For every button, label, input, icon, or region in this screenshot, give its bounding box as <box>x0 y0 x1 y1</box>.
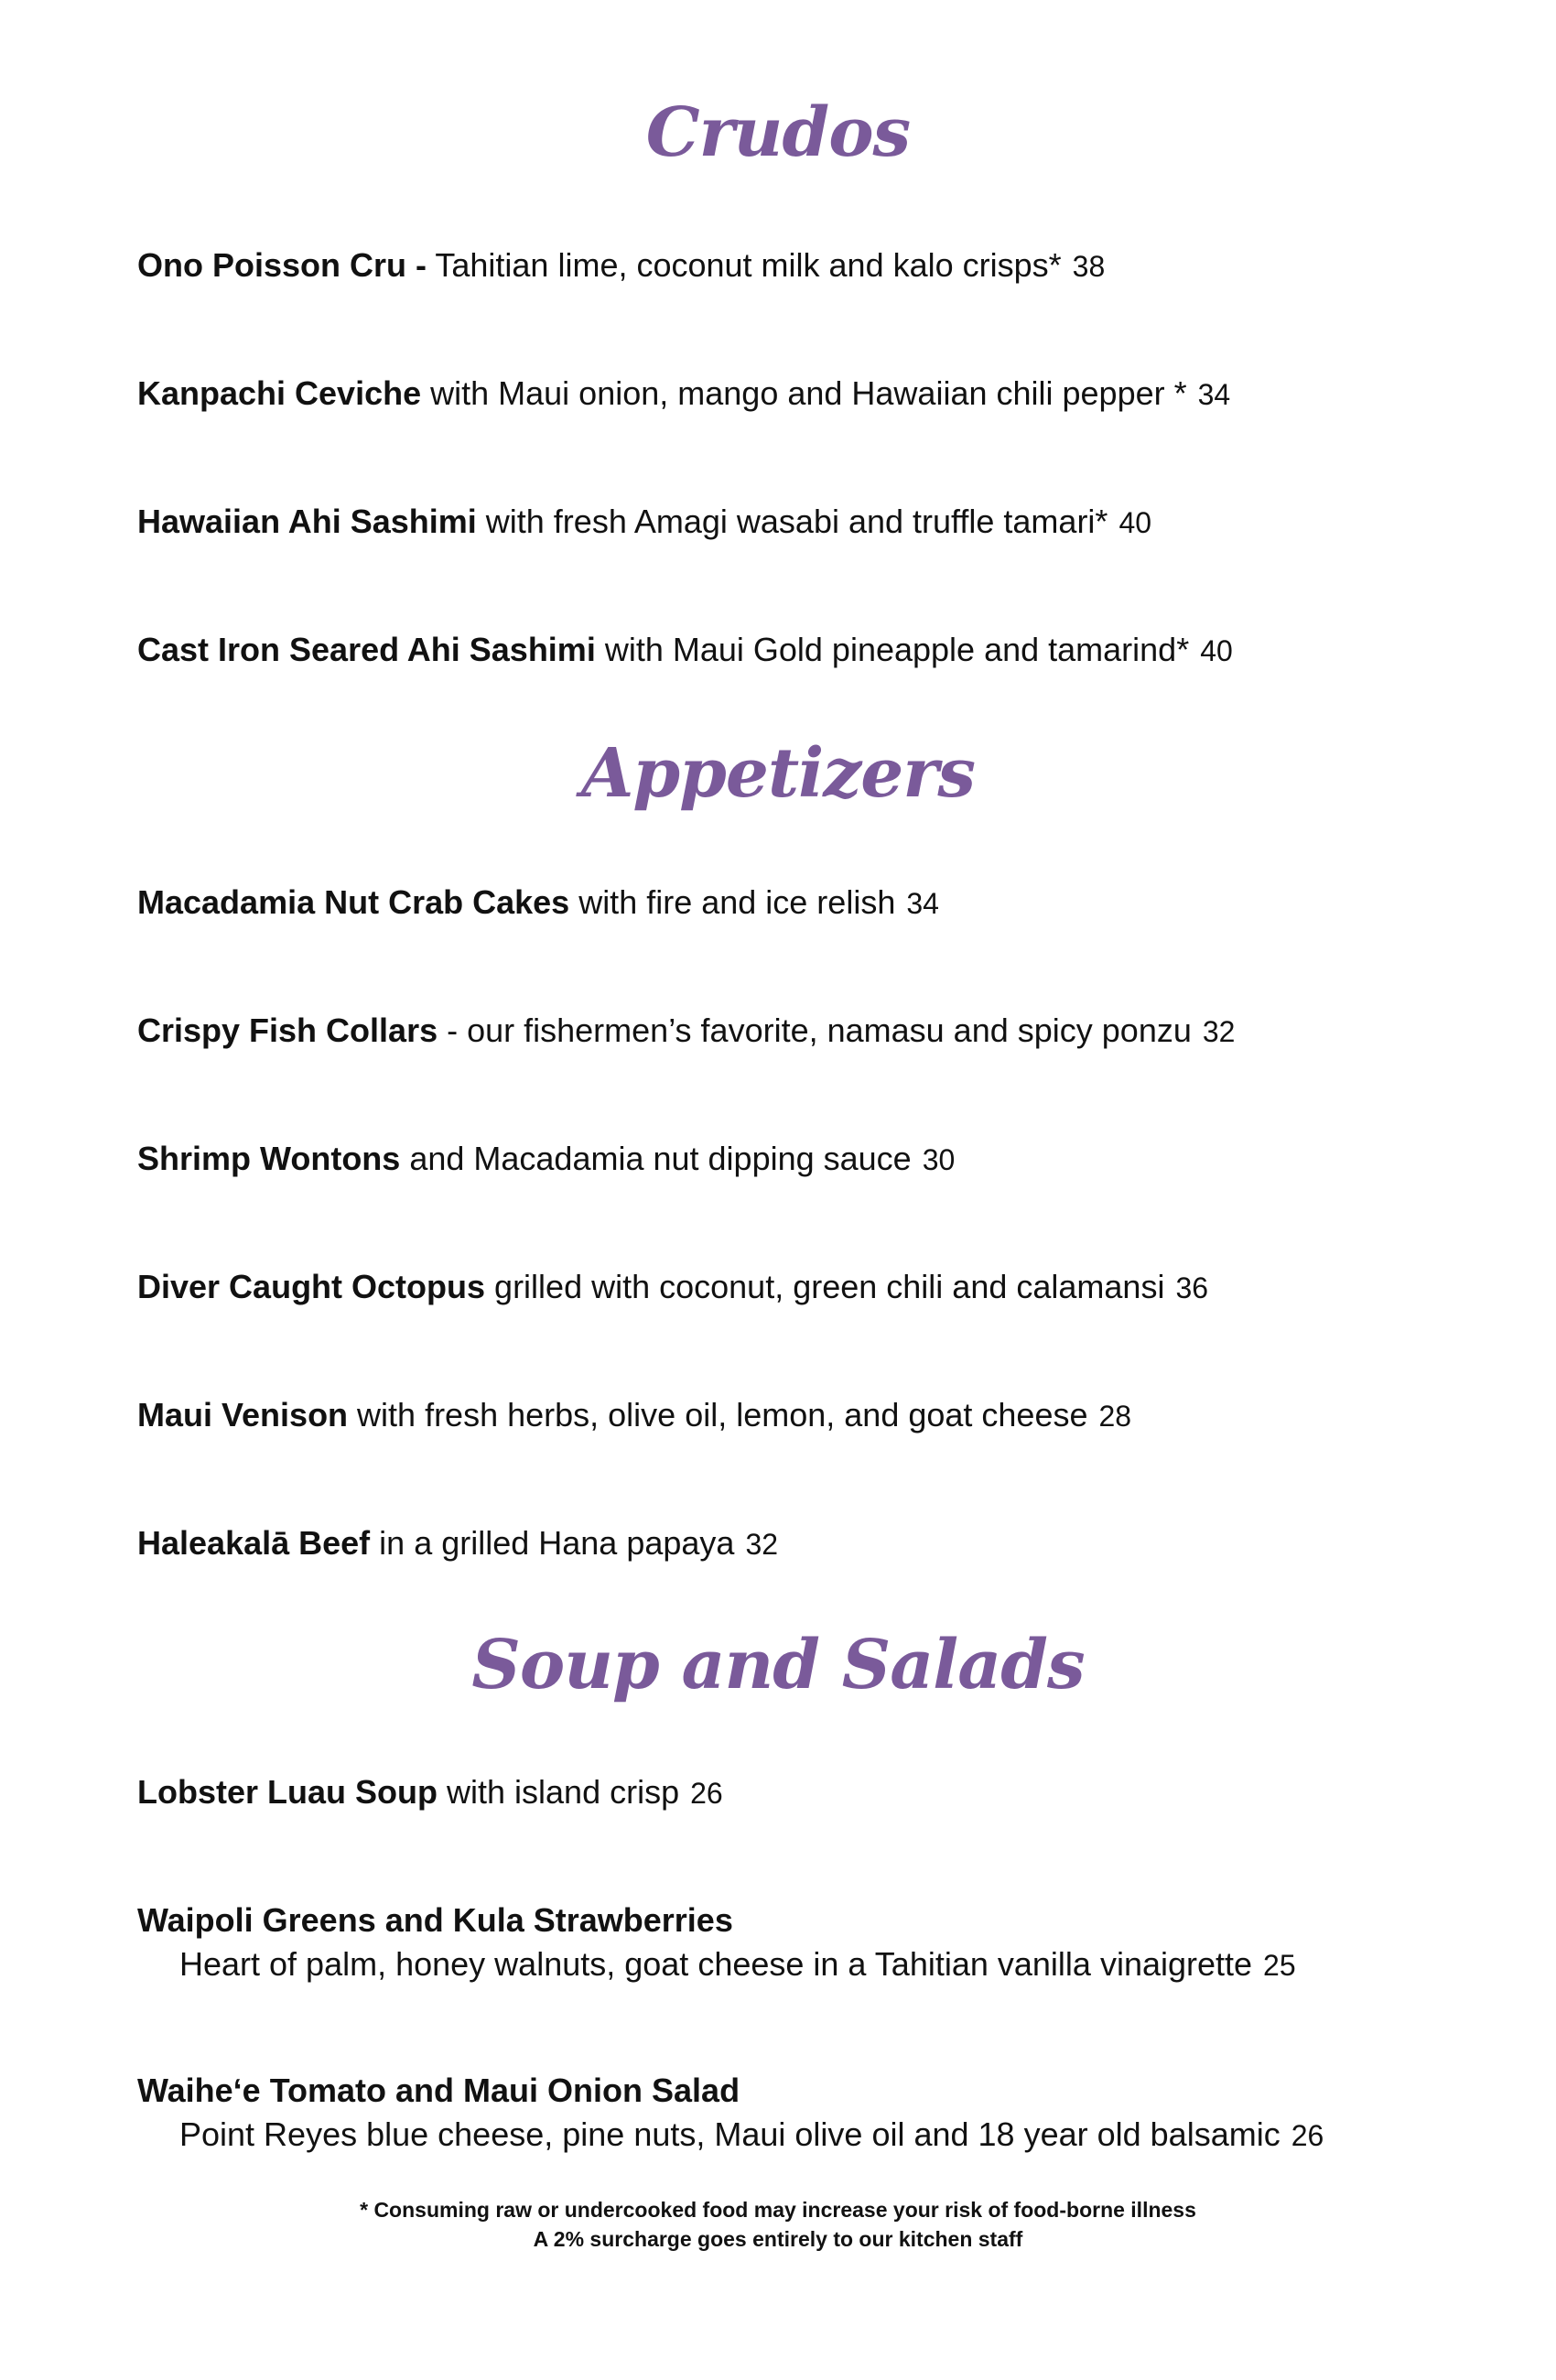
menu-item <box>137 1265 1455 1310</box>
section-title-appetizers: Appetizers <box>580 734 976 813</box>
item-description: Point Reyes blue cheese, pine nuts, Maui olive oil and 18 year old balsamic <box>179 2115 1280 2153</box>
item-description: Heart of palm, honey walnuts, goat cheese in a Tahitian vanilla vinaigrette <box>179 1945 1253 1983</box>
menu-item <box>137 372 1455 416</box>
item-description: with fresh Amagi wasabi and truffle tamari* <box>476 503 1108 540</box>
item-description: Tahitian lime, coconut milk and kalo crisps* <box>427 246 1062 284</box>
item-price: 26 <box>1291 2119 1324 2152</box>
item-description: with Maui Gold pineapple and tamarind* <box>595 631 1190 668</box>
menu-item <box>137 628 1455 673</box>
item-price: 32 <box>745 1528 779 1561</box>
item-description: with island crisp <box>438 1773 680 1811</box>
section-title-soup-and-salads: Soup and Salads <box>471 1626 1085 1704</box>
item-description: with fresh herbs, olive oil, lemon, and goat cheese <box>348 1396 1088 1433</box>
item-price: 34 <box>1197 378 1231 411</box>
item-price: 28 <box>1098 1400 1132 1433</box>
item-price: 38 <box>1072 250 1106 283</box>
item-description-line <box>137 2113 1455 2158</box>
item-description: - our fishermen’s favorite, namasu and spicy ponzu <box>438 1012 1192 1049</box>
menu-item <box>137 881 1455 925</box>
menu-item <box>137 243 1455 288</box>
item-price: 40 <box>1118 506 1152 539</box>
item-description: and Macadamia nut dipping sauce <box>400 1140 912 1177</box>
item-name: Ono Poisson Cru - <box>137 246 427 284</box>
footer-raw-food-warning: * Consuming raw or undercooked food may increase your risk of food-borne illness <box>360 2198 1196 2222</box>
item-name: Macadamia Nut Crab Cakes <box>137 883 570 921</box>
item-name: Waipoli Greens and Kula Strawberries <box>137 1901 733 1939</box>
item-price: 30 <box>922 1143 956 1176</box>
footer-notes <box>0 2195 1556 2254</box>
menu-item <box>137 2069 1455 2158</box>
section-title-crudos: Crudos <box>645 93 911 172</box>
menu-item <box>137 1521 1455 1566</box>
item-price: 32 <box>1202 1015 1236 1048</box>
item-name: Lobster Luau Soup <box>137 1773 438 1811</box>
item-name: Shrimp Wontons <box>137 1140 401 1177</box>
item-price: 34 <box>906 887 939 920</box>
footer-surcharge-note: A 2% surcharge goes entirely to our kitchen staff <box>533 2227 1023 2251</box>
item-price: 40 <box>1200 634 1233 667</box>
item-name: Kanpachi Ceviche <box>137 374 422 412</box>
menu-item <box>137 1770 1455 1815</box>
item-name: Diver Caught Octopus <box>137 1268 486 1305</box>
item-name: Cast Iron Seared Ahi Sashimi <box>137 631 596 668</box>
item-price: 25 <box>1263 1949 1296 1982</box>
item-description: grilled with coconut, green chili and calamansi <box>485 1268 1165 1305</box>
item-description-line <box>137 1942 1455 1987</box>
item-name: Maui Venison <box>137 1396 349 1433</box>
menu-item <box>137 500 1455 545</box>
menu-item <box>137 1137 1455 1182</box>
menu-item <box>137 1899 1455 1987</box>
item-name: Waiheʻe Tomato and Maui Onion Salad <box>137 2072 740 2109</box>
item-price: 26 <box>690 1777 723 1810</box>
item-description: in a grilled Hana papaya <box>370 1524 735 1562</box>
item-description: with fire and ice relish <box>569 883 896 921</box>
item-description: with Maui onion, mango and Hawaiian chili pepper * <box>421 374 1187 412</box>
item-name: Crispy Fish Collars <box>137 1012 438 1049</box>
item-name: Hawaiian Ahi Sashimi <box>137 503 477 540</box>
item-price: 36 <box>1175 1271 1209 1304</box>
item-name: Haleakalā Beef <box>137 1524 371 1562</box>
menu-item <box>137 1393 1455 1438</box>
menu-item <box>137 1009 1455 1054</box>
